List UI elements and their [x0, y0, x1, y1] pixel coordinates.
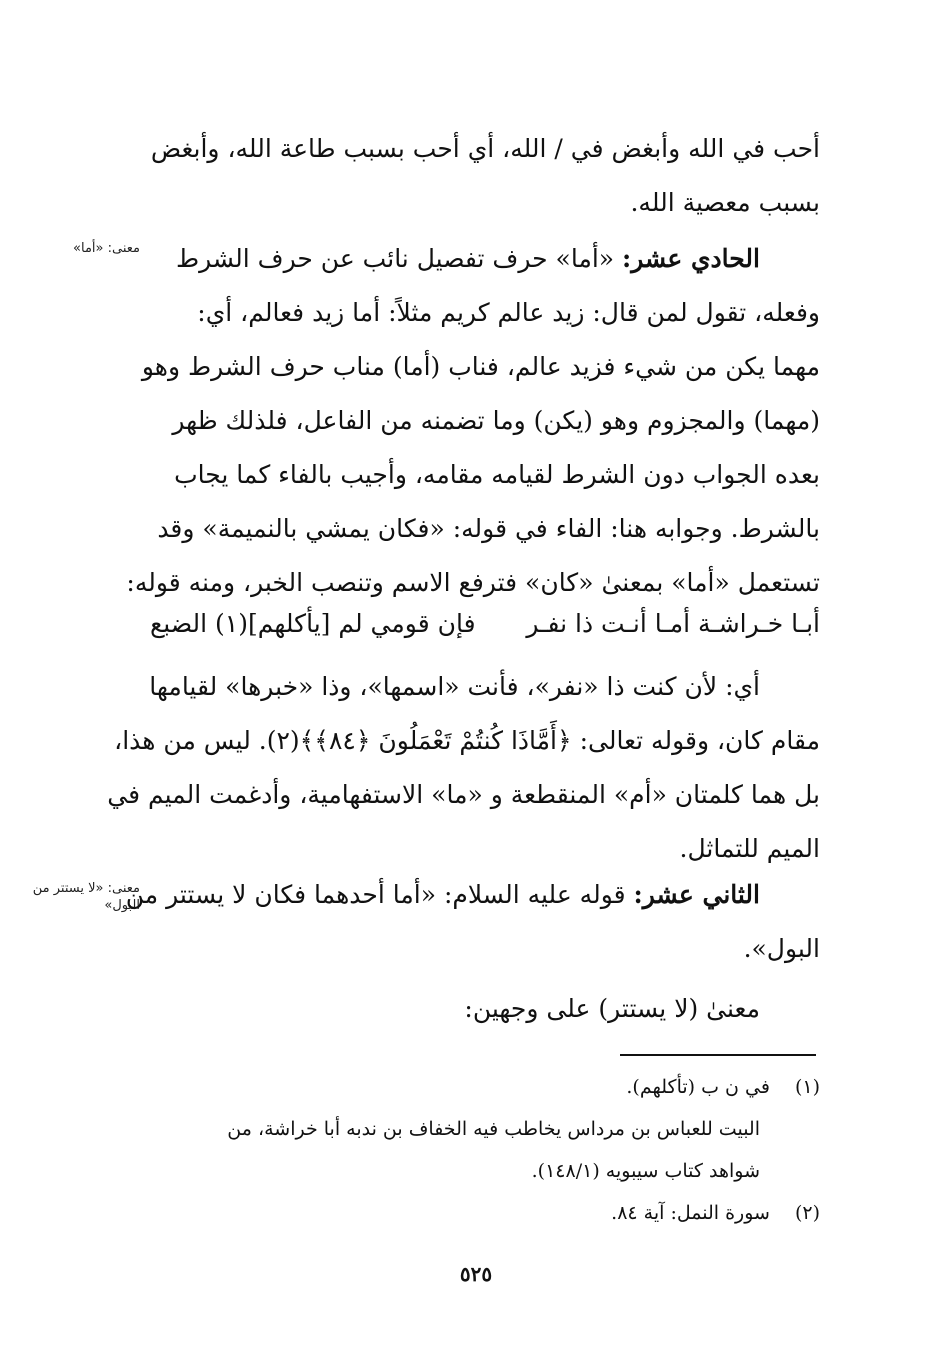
text-span: قوله عليه السلام: «أما أحدهما فكان لا يستتر من [125, 880, 626, 909]
footnote-text: في ن ب (تأكلهم). [626, 1076, 770, 1098]
paragraph-1 [150, 122, 820, 230]
text-line: وفعله، تقول لمن قال: زيد عالم كريم مثلاً: أما زيد فعالم، أي: [197, 298, 820, 327]
paragraph-5 [150, 982, 820, 1036]
footnote-item [150, 1150, 820, 1192]
footnote-number: (١) [794, 1076, 820, 1098]
footnotes [150, 1066, 820, 1234]
section-twelfth [125, 868, 820, 976]
margin-note-la-yastatir: معنى: «لا يستتر من البول» [32, 881, 140, 913]
section-heading: الثاني عشر: [633, 880, 760, 909]
poetry-verse [150, 597, 820, 651]
footnote-text: شواهد كتاب سيبويه (١٤٨/١). [531, 1160, 760, 1182]
text-line: الميم للتماثل. [679, 834, 820, 863]
margin-note-ama: معنى: «أما» [73, 241, 140, 256]
footnote-divider [620, 1054, 816, 1056]
footnote-text: البيت للعباس بن مرداس يخاطب فيه الخفاف بن ندبه أبا خراشة، من [227, 1118, 760, 1140]
text-line: أي: لأن كنت ذا «نفر»، فأنت «اسمها»، وذا «خبرها» لقيامها [149, 672, 760, 701]
text-line: تستعمل «أما» بمعنىٰ «كان» فترفع الاسم وتنصب الخبر، ومنه قوله: [126, 568, 820, 597]
text-line: بالشرط. وجوابه هنا: الفاء في قوله: «فكان يمشي بالنميمة» وقد [157, 514, 820, 543]
section-eleventh [126, 232, 820, 610]
paragraph-3 [107, 660, 820, 876]
section-first-line [150, 232, 820, 286]
verse-hemistich-first: أبـا خـراشـة أمـا أنـت ذا نفـر [526, 609, 820, 638]
text-line: البول». [743, 934, 820, 963]
verse-hemistich-second: فإن قومي لم [يأكلهم](١) الضبع [150, 609, 476, 638]
footnote-number: (٢) [794, 1202, 820, 1224]
footnote-text: سورة النمل: آية ٨٤. [611, 1202, 770, 1224]
text-line: مهما يكن من شيء فزيد عالم، فناب (أما) مناب حرف الشرط وهو [141, 352, 820, 381]
footnote-item [150, 1108, 820, 1150]
text-span: «أما» حرف تفصيل نائب عن حرف الشرط [175, 244, 615, 273]
section-heading: الحادي عشر: [622, 244, 760, 273]
footnote-item [150, 1192, 820, 1234]
text-line: (مهما) والمجزوم وهو (يكن) وما تضمنه من الفاعل، فلذلك ظهر [172, 406, 820, 435]
text-line: بعده الجواب دون الشرط لقيامه مقامه، وأجيب بالفاء كما يجاب [174, 460, 820, 489]
text-line: معنىٰ (لا يستتر) على وجهين: [464, 994, 760, 1023]
page-number: ٥٢٥ [459, 1262, 493, 1286]
text-line: أحب في الله وأبغض في / الله، أي أحب بسبب طاعة الله، وأبغض [150, 134, 820, 163]
text-line: بل هما كلمتان «أم» المنقطعة و «ما» الاستفهامية، وأدغمت الميم في [107, 780, 820, 809]
footnote-item [150, 1066, 820, 1108]
section-first-line [125, 868, 820, 922]
text-line: بسبب معصية الله. [630, 188, 820, 217]
text-line: مقام كان، وقوله تعالى: ﴿أَمَّاذَا كُنتُمْ تَعْمَلُونَ ﴿٨٤﴾﴾(٢). ليس من هذا، [114, 726, 820, 755]
